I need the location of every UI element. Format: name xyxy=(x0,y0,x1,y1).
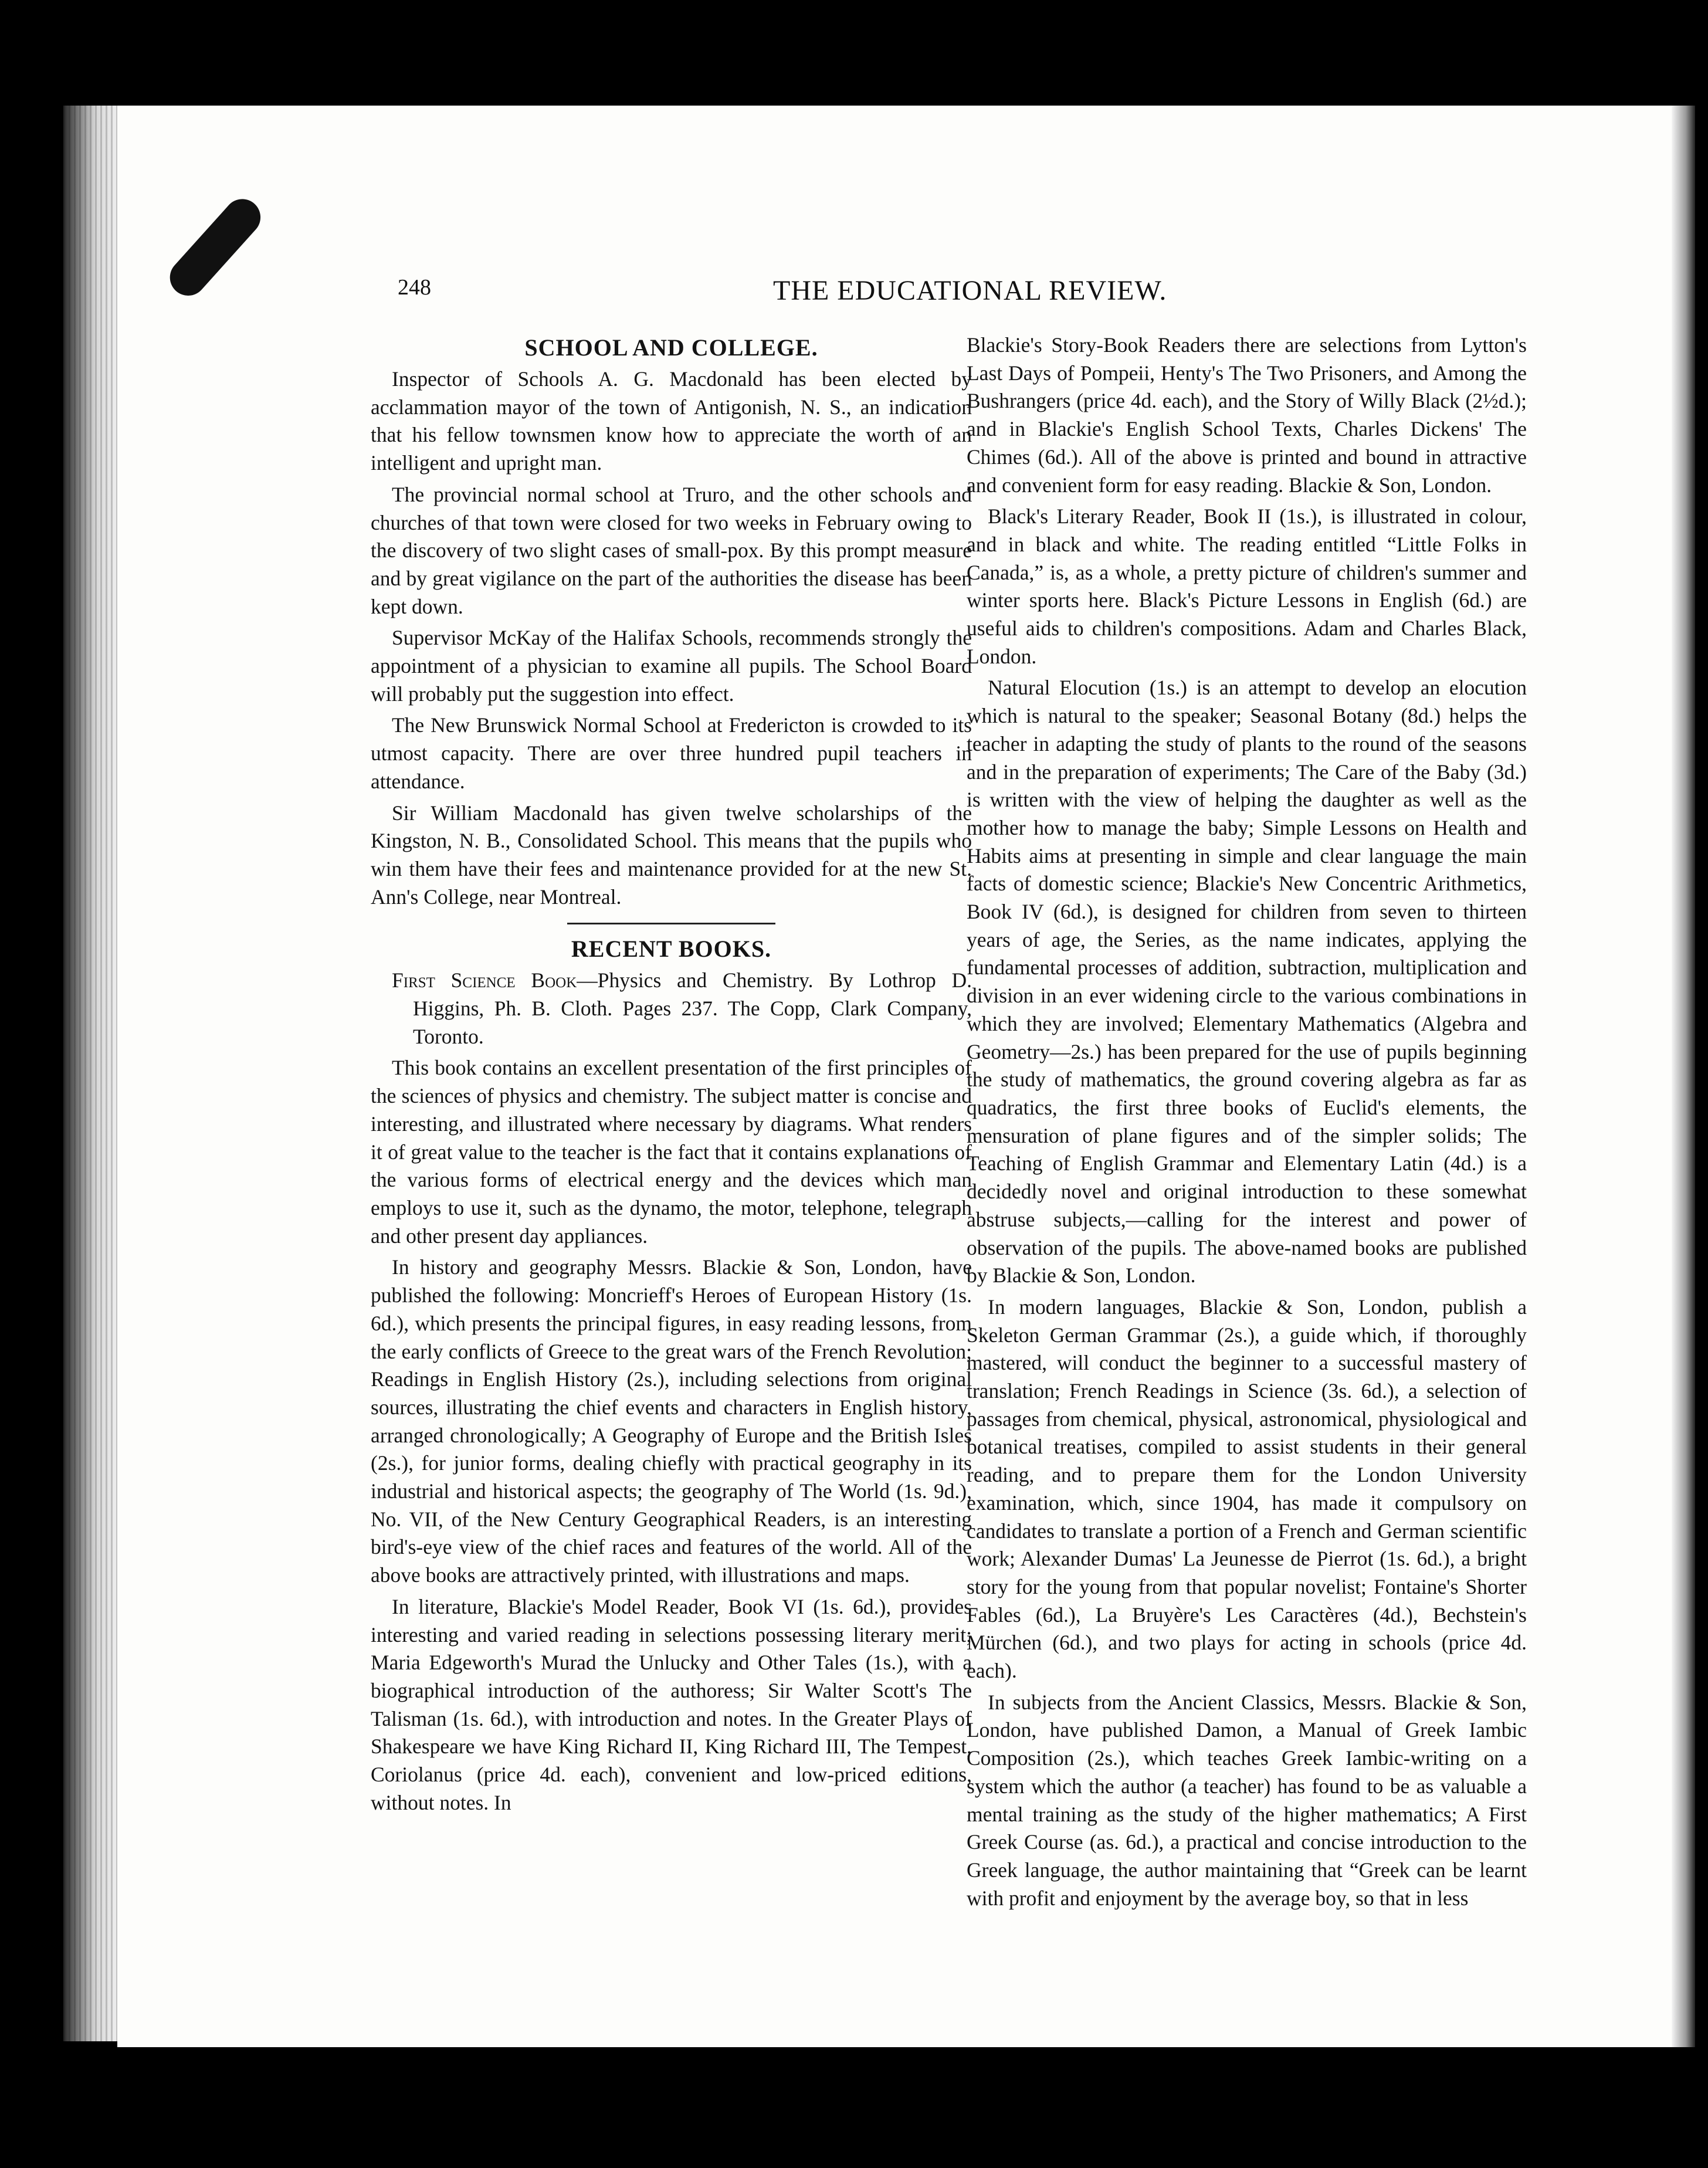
section-heading-school-and-college: SCHOOL AND COLLEGE. xyxy=(524,334,818,361)
page-header xyxy=(398,275,1527,310)
page-stack-lines xyxy=(63,106,122,2041)
page-stack-left-edge xyxy=(63,106,122,2041)
right-column xyxy=(967,331,1527,1912)
page-gutter-right xyxy=(1672,106,1695,2047)
paragraph: In literature, Blackie's Model Reader, Book VI (1s. 6d.), provides interesting and varied reading in selections possessing literary merit; Maria Edgeworth's Murad the Unlucky and Other Tales (1s.), with a biographical introduction of the authoress; Sir Walter Scott's The Talisman (1s. 6d.), with introduction and notes. In the Greater Plays of Shakespeare we have King Richard II, King Richard III, The Tempest, Coriolanus (price 4d. each), convenient and low-priced editions, without notes. In xyxy=(371,1594,972,1814)
paragraph: Supervisor McKay of the Halifax Schools, recommends strongly the appointment of a physician to examine all pupils. The School Board will probably put the suggestion into effect. xyxy=(371,626,972,706)
book-entry-citation xyxy=(371,967,972,1051)
paragraph: The New Brunswick Normal School at Fredericton is crowded to its utmost capacity. There are over three hundred pupil teachers in attendance. xyxy=(371,713,972,793)
paragraph: In modern languages, Blackie & Son, London, publish a Skeleton German Grammar (2s.), a guide which, if thoroughly mastered, will conduct the beginner to a successful mastery of translation; French Readings in Science (3s. 6d.), a selection of passages from chemical, physical, astronomical, physiological and botanical treatises, compiled to assist students in their general reading, and to prepare them for the London University examination, which, since 1904, has made it compulsory on candidates to translate a portion of a French and German scientific work; Alexander Dumas' La Jeunesse de Pierrot (1s. 6d.), a bright story for the young from that popular novelist; Fontaine's Shorter Fables (6d.), La Bruyère's Les Caractères (4d.), Bechstein's Mürchen (6d.), and two plays for acting in schools (price 4d. each). xyxy=(967,1295,1527,1683)
paragraph: Inspector of Schools A. G. Macdonald has been elected by acclammation mayor of the town of Antigonish, N. S., an indication that his fellow townsmen know how to appreciate the worth of an intelligent and upright man. xyxy=(371,367,972,475)
paragraph: In subjects from the Ancient Classics, Messrs. Blackie & Son, London, have published Damon, a Manual of Greek Iambic Composition (2s.), which teaches Greek Iambic-writing on a system which the author (a teacher) has found to be as valuable a mental training as the study of the higher mathematics; A First Greek Course (as. 6d.), a practical and concise introduction to the Greek language, the author maintaining that “Greek can be learnt with profit and enjoyment by the average boy, so that in less xyxy=(967,1690,1527,1910)
book-entry-details: —Physics and Chemistry. By Lothrop D. Higgins, Ph. B. Cloth. Pages 237. The Copp, Clark Company, Toronto. xyxy=(413,968,972,1048)
section-heading-recent-books: RECENT BOOKS. xyxy=(571,936,772,963)
paragraph: In history and geography Messrs. Blackie & Son, London, have published the following: Moncrieff's Heroes of European History (1s. 6d.), which presents the principal figures, in easy reading lessons, from the early conflicts of Greece to the great wars of the French Revolution; Readings in English History (2s.), including selections from original sources, illustrating the chief events and characters in English history, arranged chronologically; A Geography of Europe and the British Isles (2s.), for junior forms, dealing chiefly with practical geography in its industrial and historical aspects; the geography of The World (1s. 9d.), No. VII, of the New Century Geographical Readers, is an interesting bird's-eye view of the chief races and features of the world. All of the above books are attractively printed, with illustrations and maps. xyxy=(371,1255,972,1587)
paragraph: Blackie's Story-Book Readers there are selections from Lytton's Last Days of Pompeii, Henty's The Two Prisoners, and Among the Bushrangers (price 4d. each), and the Story of Willy Black (2½d.); and in Blackie's English School Texts, Charles Dickens' The Chimes (6d.). All of the above is printed and bound in attractive and convenient form for easy reading. Blackie & Son, London. xyxy=(967,333,1527,497)
section-divider xyxy=(567,923,775,924)
page-number: 248 xyxy=(398,275,431,300)
paragraph: Black's Literary Reader, Book II (1s.), is illustrated in colour, and in black and white. The reading entitled “Little Folks in Canada,” is, as a whole, a pretty picture of children's summer and winter sports here. Black's Picture Lessons in English (6d.) are useful aids to children's compositions. Adam and Charles Black, London. xyxy=(967,504,1527,668)
book-entry-title: First Science Book xyxy=(392,968,577,992)
paragraph: The provincial normal school at Truro, and the other schools and churches of that town were closed for two weeks in February owing to the discovery of two slight cases of small-pox. By this prompt measure and by great vigilance on the part of the authorities the disease has been kept down. xyxy=(371,482,972,618)
left-column xyxy=(371,331,972,1817)
paragraph: This book contains an excellent presentation of the first principles of the sciences of physics and chemistry. The subject matter is concise and interesting, and illustrated where necessary by diagrams. What renders it of great value to the teacher is the fact that it contains explanations of the various forms of electrical energy and the devices which man employs to use it, such as the dynamo, the motor, telephone, telegraph and other present day appliances. xyxy=(371,1056,972,1248)
running-title: THE EDUCATIONAL REVIEW. xyxy=(773,275,1167,306)
paragraph: Natural Elocution (1s.) is an attempt to develop an elocution which is natural to the speaker; Seasonal Botany (8d.) helps the teacher in adapting the study of plants to the round of the seasons and in the preparation of experiments; The Care of the Baby (3d.) is written with the view of helping the daughter as well as the mother how to manage the baby; Simple Lessons on Health and Habits aims at presenting in simple and clear language the main facts of domestic science; Blackie's New Concentric Arithmetics, Book IV (6d.), is designed for children from seven to thirteen years of age, the Series, as the name indicates, applying the fundamental processes of addition, subtraction, multiplication and division in an ever widening circle to the various combinations in which they are involved; Elementary Mathematics (Algebra and Geometry—2s.) has been prepared for the use of pupils beginning the study of mathematics, the ground covering algebra as far as quadratics, the first three books of Euclid's elements, the mensuration of plane figures and of the simpler solids; The Teaching of English Grammar and Elementary Latin (4d.) is a decidedly novel and original introduction to these somewhat abstruse subjects,—calling for the interest and power of observation of the pupils. The above-named books are published by Blackie & Son, London. xyxy=(967,676,1527,1288)
paragraph: Sir William Macdonald has given twelve scholarships of the Kingston, N. B., Consolidated School. This means that the pupils who win them have their fees and maintenance provided for at the new St. Ann's College, near Montreal. xyxy=(371,801,972,909)
